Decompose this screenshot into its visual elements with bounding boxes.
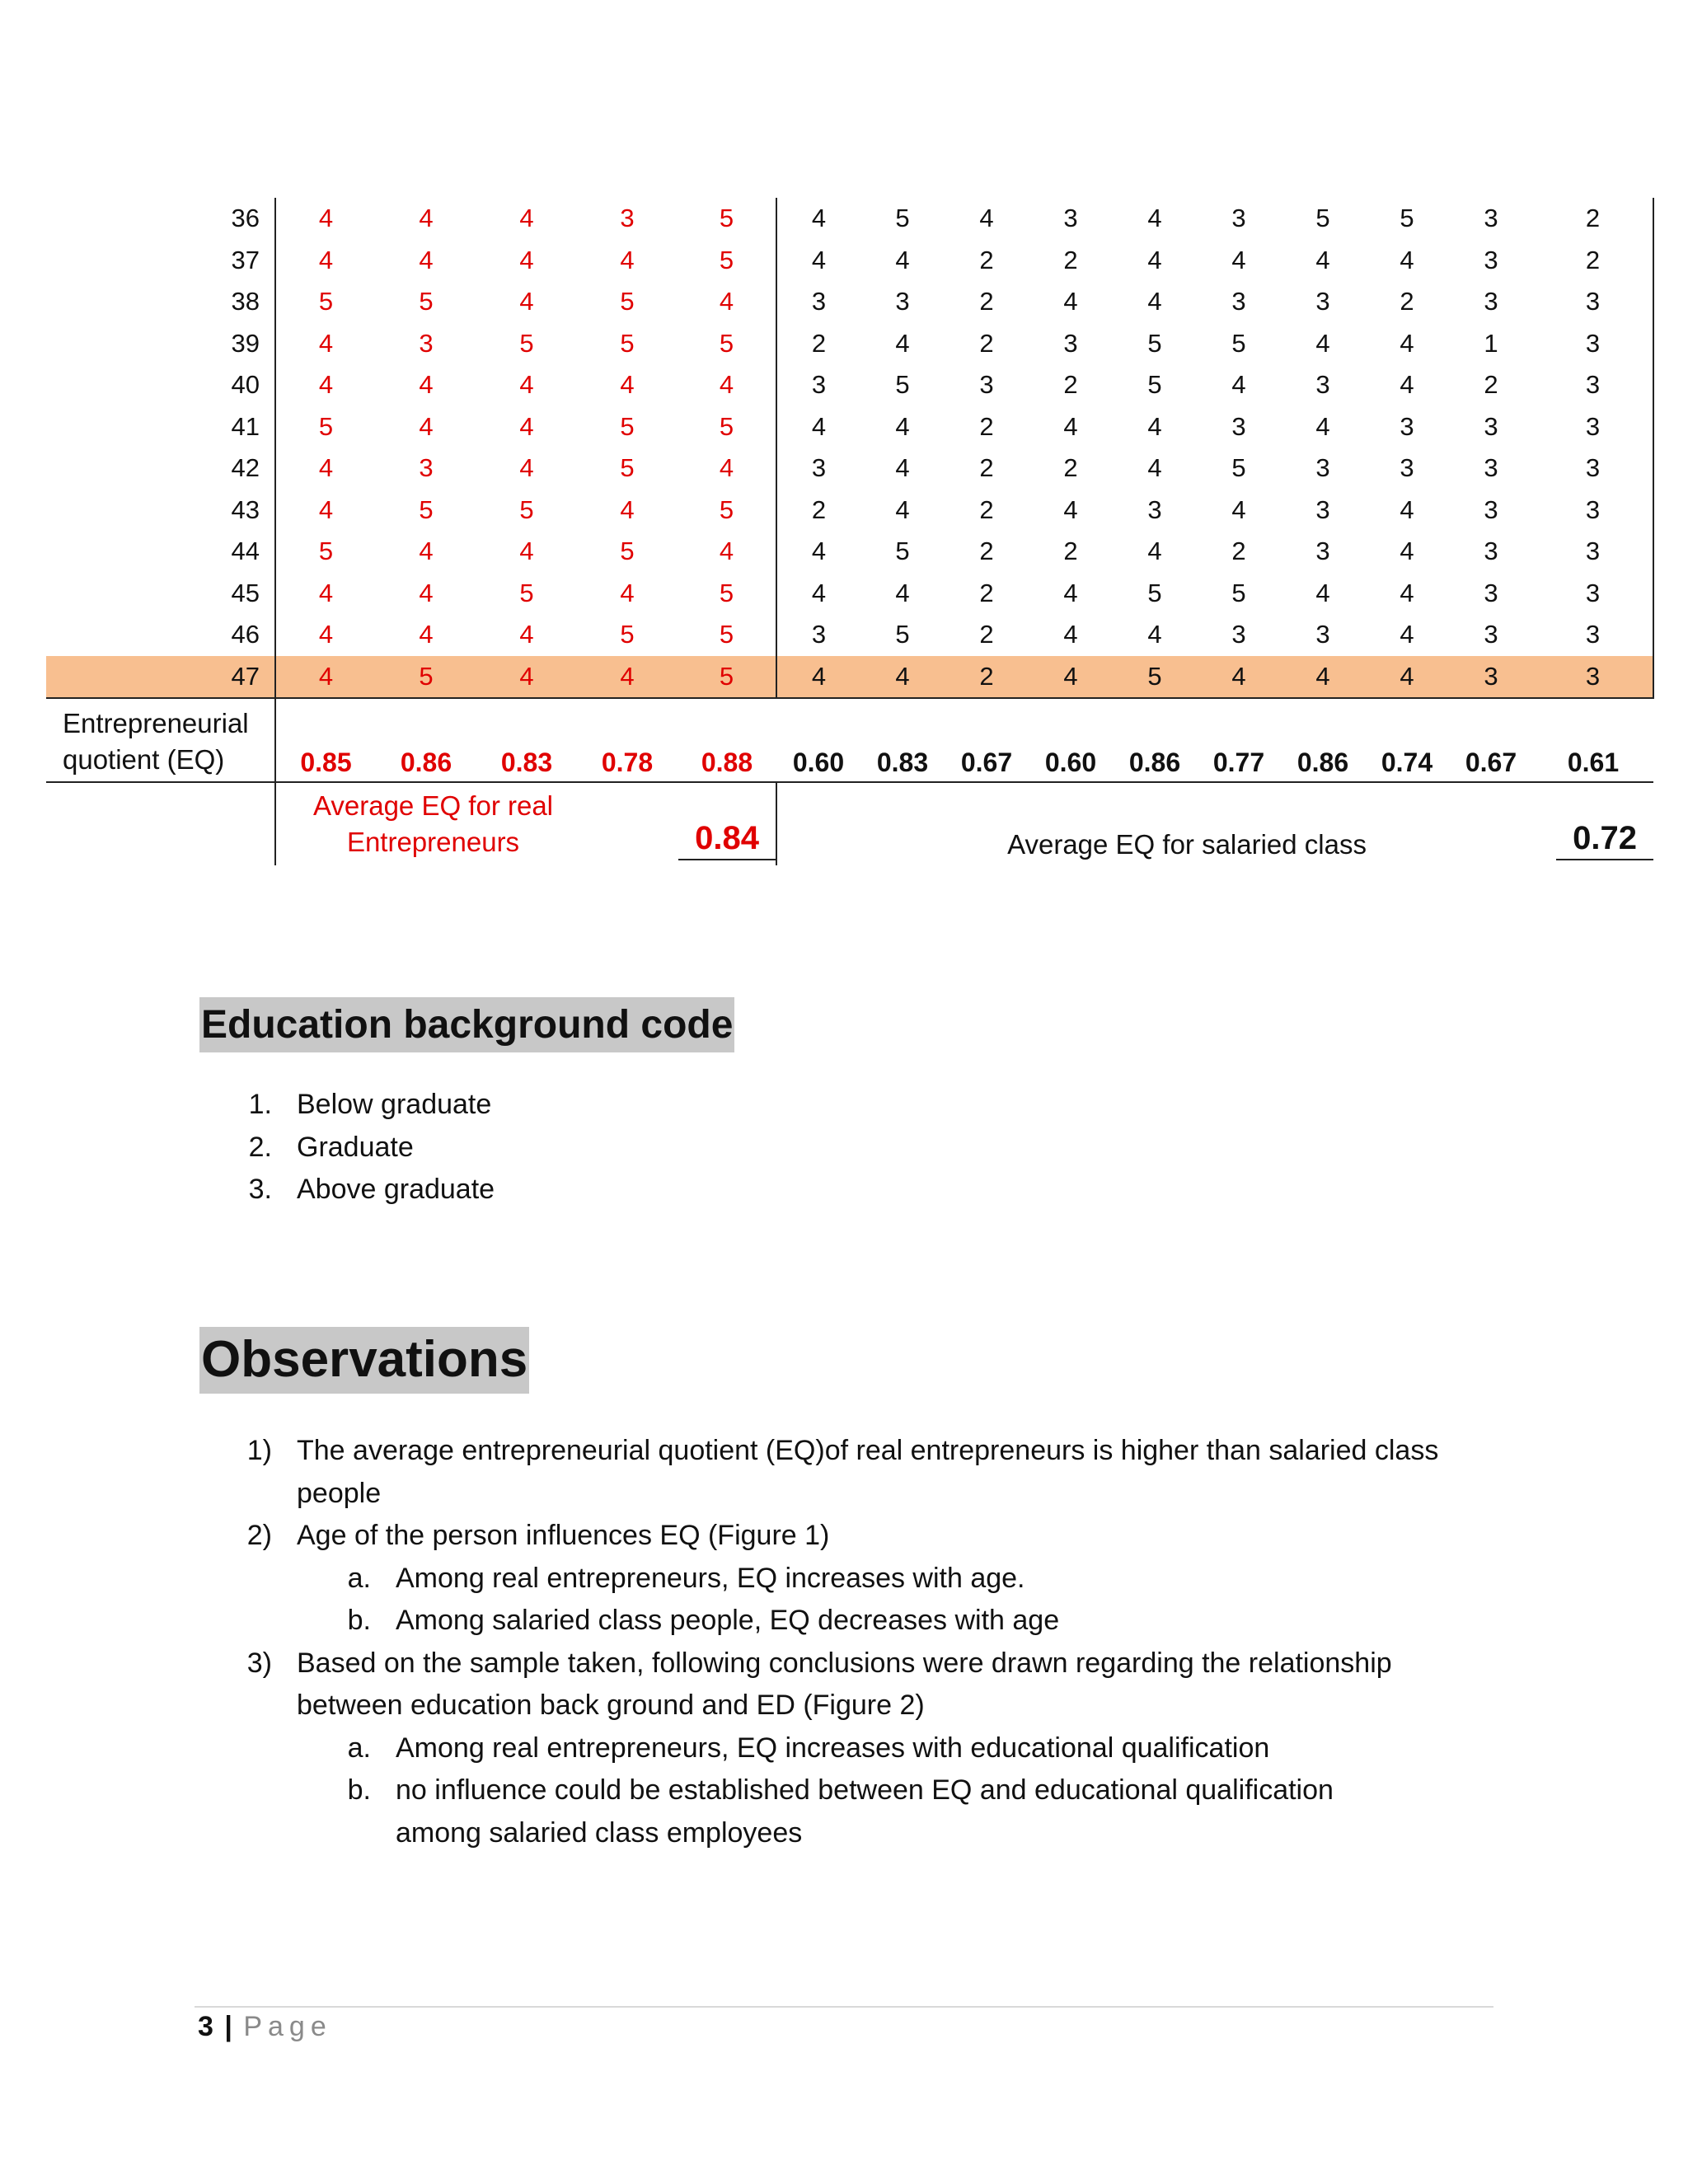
entrepreneur-score-cell: 4 [620,578,635,607]
entrepreneur-score-cell: 5 [620,328,635,358]
salaried-score-cell: 2 [1231,537,1246,566]
salaried-score-cell: 4 [1147,204,1162,233]
salaried-score-cell: 3 [1315,287,1330,316]
page-number: 3 [198,2011,213,2042]
entrepreneur-score-cell: 5 [620,453,635,483]
average-salaried-value: 0.72 [1556,820,1653,860]
subitem-letter: b. [347,1774,371,1806]
salaried-score-cell: 5 [895,620,910,649]
entrepreneur-score-cell: 5 [419,287,434,316]
salaried-score-cell: 2 [1063,453,1078,483]
salaried-score-cell: 4 [1231,494,1246,524]
list-item [223,1127,495,1169]
observation-number: 3) [246,1647,272,1679]
eq-data-table [46,198,1654,865]
entrepreneur-score-cell: 5 [620,620,635,649]
salaried-eq-value: 0.77 [1197,698,1281,782]
entrepreneur-eq-value: 0.85 [275,698,376,782]
footer-divider [195,2006,1493,2008]
observation-number: 2) [246,1520,272,1551]
salaried-score-cell: 4 [1315,328,1330,358]
salaried-score-cell: 4 [895,494,910,524]
salaried-score-cell: 2 [979,578,994,607]
entrepreneur-score-cell: 4 [519,411,534,441]
salaried-score-cell: 3 [811,370,827,400]
salaried-score-cell: 4 [1063,578,1078,607]
entrepreneur-score-cell: 4 [419,245,434,274]
salaried-score-cell: 3 [1484,287,1498,316]
salaried-score-cell: 2 [979,245,994,274]
observation-item [223,1643,1459,1727]
salaried-score-cell: 3 [1449,656,1533,699]
salaried-score-cell: 3 [1484,578,1498,607]
salaried-eq-value: 0.83 [860,698,945,782]
salaried-eq-value: 0.60 [776,698,860,782]
entrepreneur-score-cell: 5 [318,287,334,316]
entrepreneur-score-cell: 5 [678,656,776,699]
entrepreneur-score-cell: 4 [419,578,434,607]
salaried-score-cell: 3 [1315,537,1330,566]
salaried-score-cell: 4 [1147,245,1162,274]
salaried-score-cell: 4 [1400,537,1414,566]
education-code-list [223,1084,495,1212]
salaried-eq-value: 0.61 [1533,698,1653,782]
salaried-score-cell: 3 [1533,406,1653,448]
salaried-score-cell: 4 [1063,287,1078,316]
list-item-text: Above graduate [297,1174,495,1205]
entrepreneur-score-cell: 4 [318,245,334,274]
salaried-score-cell: 3 [1533,656,1653,699]
salaried-score-cell: 4 [811,204,827,233]
salaried-score-cell: 4 [1400,370,1414,400]
salaried-score-cell: 4 [860,656,945,699]
salaried-score-cell: 4 [1400,620,1414,649]
salaried-score-cell: 4 [895,328,910,358]
table-row [46,323,1653,365]
salaried-score-cell: 5 [1231,453,1246,483]
salaried-score-cell: 2 [979,287,994,316]
salaried-score-cell: 3 [1484,411,1498,441]
salaried-score-cell: 2 [979,328,994,358]
salaried-score-cell: 2 [1484,370,1498,400]
salaried-score-cell: 5 [1147,328,1162,358]
row-number: 41 [46,406,275,448]
salaried-score-cell: 4 [1315,411,1330,441]
entrepreneur-score-cell: 4 [519,204,534,233]
salaried-score-cell: 4 [1147,537,1162,566]
salaried-score-cell: 3 [811,287,827,316]
table-row [46,240,1653,282]
salaried-score-cell: 4 [1400,328,1414,358]
entrepreneur-score-cell: 5 [678,323,776,365]
salaried-score-cell: 4 [811,578,827,607]
salaried-score-cell: 2 [1533,198,1653,240]
table-row [46,614,1653,656]
row-number: 42 [46,448,275,490]
salaried-score-cell: 2 [811,328,827,358]
salaried-score-cell: 2 [979,620,994,649]
observation-text: Based on the sample taken, following conclusions were drawn regarding the relationship between education back ground and ED (Figure 2) [297,1647,1392,1721]
entrepreneur-eq-value: 0.86 [376,698,476,782]
salaried-score-cell: 5 [1400,204,1414,233]
salaried-score-cell: 2 [979,494,994,524]
entrepreneur-score-cell: 5 [620,537,635,566]
salaried-score-cell: 3 [1484,204,1498,233]
observation-subitem [223,1769,1459,1854]
salaried-score-cell: 4 [1029,656,1113,699]
footer-separator: | [224,2011,232,2042]
entrepreneur-score-cell: 4 [620,370,635,400]
salaried-score-cell: 5 [1147,370,1162,400]
entrepreneur-score-cell: 5 [519,494,534,524]
salaried-score-cell: 2 [1063,370,1078,400]
salaried-score-cell: 3 [1484,245,1498,274]
salaried-score-cell: 4 [895,411,910,441]
salaried-score-cell: 5 [1231,328,1246,358]
salaried-score-cell: 4 [895,578,910,607]
average-entrepreneur-value: 0.84 [678,820,776,860]
salaried-score-cell: 3 [1315,453,1330,483]
entrepreneur-eq-value: 0.88 [678,698,776,782]
salaried-score-cell: 3 [1484,494,1498,524]
table-row [46,656,1653,699]
salaried-score-cell: 5 [1147,578,1162,607]
subitem-letter: b. [347,1605,371,1636]
entrepreneur-score-cell: 4 [419,620,434,649]
entrepreneur-score-cell: 4 [519,620,534,649]
entrepreneur-score-cell: 5 [620,287,635,316]
salaried-score-cell: 3 [1400,453,1414,483]
salaried-score-cell: 4 [1281,656,1365,699]
entrepreneur-score-cell: 4 [620,245,635,274]
observation-item [223,1430,1459,1515]
salaried-score-cell: 4 [811,411,827,441]
entrepreneur-score-cell: 3 [419,328,434,358]
salaried-eq-value: 0.86 [1281,698,1365,782]
list-item-number: 2. [248,1131,272,1163]
average-entrepreneur-cell [577,782,776,865]
salaried-score-cell: 3 [1533,323,1653,365]
list-item-number: 1. [248,1089,272,1120]
salaried-score-cell: 4 [776,656,860,699]
row-number: 45 [46,573,275,615]
salaried-score-cell: 3 [1533,531,1653,573]
entrepreneur-score-cell: 4 [519,537,534,566]
salaried-score-cell: 4 [811,537,827,566]
salaried-score-cell: 3 [1147,494,1162,524]
salaried-score-cell: 3 [1315,494,1330,524]
list-item [223,1169,495,1212]
salaried-score-cell: 3 [811,453,827,483]
entrepreneur-score-cell: 4 [318,370,334,400]
salaried-score-cell: 4 [1231,370,1246,400]
table-row [46,364,1653,406]
eq-row-label: Entrepreneurial quotient (EQ) [46,698,275,782]
row-number: 47 [46,656,275,699]
list-item-text: Below graduate [297,1089,492,1120]
observations-heading: Observations [199,1327,529,1394]
salaried-score-cell: 2 [1533,240,1653,282]
salaried-score-cell: 4 [1400,245,1414,274]
entrepreneur-eq-value: 0.78 [577,698,678,782]
salaried-score-cell: 3 [1231,287,1246,316]
entrepreneur-score-cell: 4 [419,204,434,233]
average-entrepreneur-label: Average EQ for real Entrepreneurs [312,790,554,857]
salaried-score-cell: 4 [1147,620,1162,649]
salaried-score-cell: 5 [895,370,910,400]
salaried-eq-value: 0.74 [1365,698,1449,782]
observation-number: 1) [246,1435,272,1466]
salaried-score-cell: 3 [1533,364,1653,406]
observation-subitem [223,1600,1459,1643]
salaried-score-cell: 4 [1063,411,1078,441]
salaried-score-cell: 4 [1315,578,1330,607]
salaried-score-cell: 4 [1315,245,1330,274]
entrepreneur-score-cell: 5 [519,328,534,358]
entrepreneur-score-cell: 4 [275,656,376,699]
page-footer [198,2011,332,2043]
entrepreneur-score-cell: 4 [519,370,534,400]
entrepreneur-score-cell: 4 [318,578,334,607]
entrepreneur-score-cell: 4 [318,494,334,524]
average-row [46,782,1653,865]
entrepreneur-score-cell: 4 [318,453,334,483]
salaried-score-cell: 4 [1400,578,1414,607]
salaried-score-cell: 3 [1063,328,1078,358]
salaried-score-cell: 3 [1533,281,1653,323]
salaried-score-cell: 3 [1063,204,1078,233]
salaried-score-cell: 4 [1063,620,1078,649]
salaried-score-cell: 4 [1063,494,1078,524]
page-label: Page [243,2011,332,2042]
row-number: 37 [46,240,275,282]
salaried-score-cell: 4 [1147,453,1162,483]
observation-text: Age of the person influences EQ (Figure 1) [297,1520,830,1551]
salaried-score-cell: 2 [945,656,1029,699]
table-row [46,448,1653,490]
observations-list [223,1430,1459,1854]
salaried-score-cell: 4 [1231,245,1246,274]
table-row [46,198,1653,240]
salaried-score-cell: 3 [1315,620,1330,649]
salaried-score-cell: 3 [1484,537,1498,566]
row-number: 43 [46,490,275,532]
entrepreneur-score-cell: 4 [318,204,334,233]
observation-text: The average entrepreneurial quotient (EQ)of real entrepreneurs is higher than salaried class people [297,1435,1439,1509]
entrepreneur-score-cell: 5 [318,411,334,441]
observation-subitem [223,1727,1459,1770]
salaried-score-cell: 5 [895,204,910,233]
salaried-score-cell: 4 [1147,411,1162,441]
entrepreneur-score-cell: 4 [519,287,534,316]
salaried-score-cell: 2 [1063,537,1078,566]
subitem-text: Among salaried class people, EQ decreases with age [396,1605,1060,1636]
entrepreneur-score-cell: 4 [419,537,434,566]
salaried-score-cell: 4 [1365,656,1449,699]
subitem-text: no influence could be established between EQ and educational qualification among salaried class employees [396,1774,1334,1849]
observation-item [223,1515,1459,1558]
subitem-letter: a. [347,1562,371,1594]
salaried-score-cell: 4 [895,245,910,274]
salaried-score-cell: 3 [979,370,994,400]
entrepreneur-score-cell: 4 [318,620,334,649]
row-number: 39 [46,323,275,365]
salaried-score-cell: 3 [895,287,910,316]
row-number: 36 [46,198,275,240]
salaried-score-cell: 2 [1400,287,1414,316]
entrepreneur-score-cell: 5 [620,411,635,441]
salaried-score-cell: 4 [1400,494,1414,524]
entrepreneur-score-cell: 4 [678,531,776,573]
entrepreneur-score-cell: 4 [678,448,776,490]
salaried-score-cell: 5 [1231,578,1246,607]
entrepreneur-score-cell: 5 [419,494,434,524]
entrepreneur-score-cell: 5 [678,573,776,615]
salaried-score-cell: 4 [1197,656,1281,699]
entrepreneur-eq-value: 0.83 [476,698,577,782]
entrepreneur-score-cell: 5 [678,198,776,240]
table-row [46,281,1653,323]
entrepreneur-score-cell: 4 [620,494,635,524]
salaried-score-cell: 1 [1484,328,1498,358]
entrepreneur-score-cell: 4 [577,656,678,699]
salaried-score-cell: 3 [1231,411,1246,441]
entrepreneur-score-cell: 4 [678,364,776,406]
salaried-score-cell: 2 [979,453,994,483]
row-number: 38 [46,281,275,323]
table-row [46,490,1653,532]
salaried-score-cell: 2 [979,537,994,566]
observation-subitem [223,1558,1459,1601]
salaried-score-cell: 3 [1231,620,1246,649]
salaried-score-cell: 5 [895,537,910,566]
entrepreneur-score-cell: 4 [678,281,776,323]
entrepreneur-score-cell: 4 [419,370,434,400]
salaried-score-cell: 4 [1147,287,1162,316]
row-number: 46 [46,614,275,656]
salaried-score-cell: 3 [811,620,827,649]
table-row [46,531,1653,573]
salaried-score-cell: 4 [979,204,994,233]
entrepreneur-score-cell: 4 [519,453,534,483]
salaried-score-cell: 5 [1113,656,1197,699]
salaried-score-cell: 3 [1315,370,1330,400]
subitem-text: Among real entrepreneurs, EQ increases with educational qualification [396,1732,1270,1764]
list-item [223,1084,495,1127]
salaried-score-cell: 3 [1484,620,1498,649]
average-salaried-label: Average EQ for salaried class [1007,829,1367,860]
education-heading: Education background code [199,997,734,1052]
row-number: 44 [46,531,275,573]
entrepreneur-score-cell: 5 [678,406,776,448]
salaried-eq-value: 0.67 [945,698,1029,782]
entrepreneur-score-cell: 5 [678,240,776,282]
entrepreneur-score-cell: 3 [620,204,635,233]
salaried-score-cell: 3 [1533,448,1653,490]
list-item-number: 3. [248,1174,272,1205]
salaried-score-cell: 4 [811,245,827,274]
entrepreneur-score-cell: 4 [318,328,334,358]
entrepreneur-score-cell: 3 [419,453,434,483]
salaried-score-cell: 2 [811,494,827,524]
table-row [46,573,1653,615]
average-salaried-cell [1449,782,1653,865]
list-item-text: Graduate [297,1131,414,1163]
salaried-score-cell: 3 [1231,204,1246,233]
entrepreneur-score-cell: 4 [519,245,534,274]
table-row [46,406,1653,448]
subitem-text: Among real entrepreneurs, EQ increases with age. [396,1562,1025,1594]
eq-row [46,698,1653,782]
entrepreneur-score-cell: 5 [376,656,476,699]
entrepreneur-score-cell: 5 [678,614,776,656]
salaried-score-cell: 3 [1533,614,1653,656]
entrepreneur-score-cell: 5 [318,537,334,566]
row-number: 40 [46,364,275,406]
salaried-score-cell: 2 [1063,245,1078,274]
salaried-score-cell: 5 [1315,204,1330,233]
salaried-score-cell: 4 [895,453,910,483]
subitem-letter: a. [347,1732,371,1764]
entrepreneur-score-cell: 5 [519,578,534,607]
salaried-eq-value: 0.60 [1029,698,1113,782]
salaried-score-cell: 2 [979,411,994,441]
entrepreneur-score-cell: 4 [419,411,434,441]
entrepreneur-score-cell: 5 [678,490,776,532]
salaried-eq-value: 0.67 [1449,698,1533,782]
average-spacer [776,782,945,865]
salaried-score-cell: 3 [1533,573,1653,615]
entrepreneur-score-cell: 4 [476,656,577,699]
average-row-spacer [46,782,275,865]
salaried-score-cell: 3 [1400,411,1414,441]
salaried-score-cell: 3 [1484,453,1498,483]
salaried-score-cell: 3 [1533,490,1653,532]
salaried-eq-value: 0.86 [1113,698,1197,782]
